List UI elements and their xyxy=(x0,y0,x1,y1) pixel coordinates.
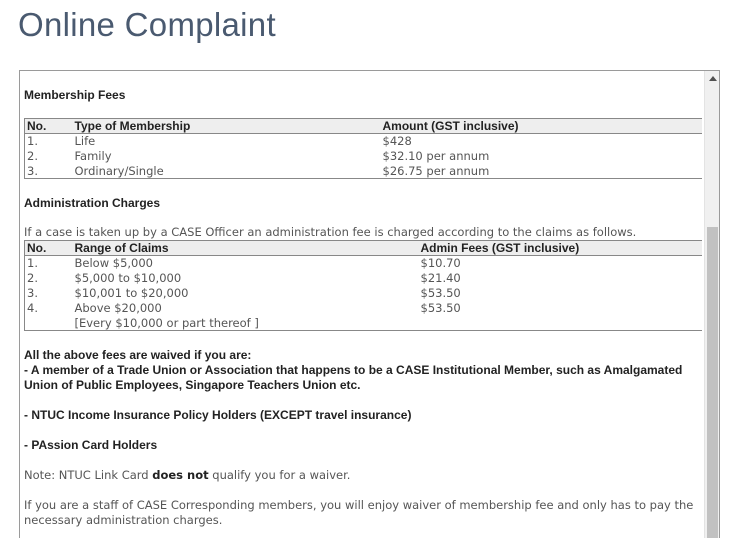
administration-charges-heading: Administration Charges xyxy=(24,196,161,210)
table-row xyxy=(25,301,703,316)
row-number: 1. xyxy=(25,256,73,271)
admin-fee: $53.50 xyxy=(420,300,461,315)
membership-amount: $428 xyxy=(382,134,412,148)
membership-type: Life xyxy=(74,134,96,148)
staff-waiver-note: If you are a staff of CASE Corresponding members, you will enjoy waiver of membership fee and only has to pay the necessary administration charges. xyxy=(24,498,694,527)
row-number: 2. xyxy=(25,271,73,286)
waiver-item-ntuc-income: - NTUC Income Insurance Policy Holders (EXCEPT travel insurance) xyxy=(24,408,412,422)
vertical-scrollbar[interactable] xyxy=(704,71,719,538)
table-row xyxy=(25,271,703,286)
column-header: Range of Claims xyxy=(73,241,419,256)
scroll-up-button[interactable] xyxy=(705,71,720,85)
note-emphasis: does not xyxy=(152,468,209,482)
column-header: No. xyxy=(25,241,73,256)
table-row xyxy=(25,286,703,301)
membership-fees-heading: Membership Fees xyxy=(24,88,126,102)
triangle-up-icon xyxy=(709,76,717,81)
admin-fee: $21.40 xyxy=(420,270,461,285)
column-header: No. xyxy=(25,119,73,134)
membership-type: Family xyxy=(74,148,112,163)
admin-fee xyxy=(419,316,703,331)
admin-fee: $53.50 xyxy=(420,285,461,300)
page-title: Online Complaint xyxy=(18,6,276,43)
note-suffix: qualify you for a waiver. xyxy=(208,468,351,482)
note-prefix: Note: NTUC Link Card xyxy=(24,468,153,482)
row-number: 2. xyxy=(25,149,73,164)
waiver-heading: All the above fees are waived if you are: xyxy=(24,348,252,362)
table-row xyxy=(25,256,703,271)
membership-type: Ordinary/Single xyxy=(73,164,381,179)
claim-range-note: [Every $10,000 or part thereof ] xyxy=(73,316,419,331)
row-number: 1. xyxy=(25,134,73,149)
waiver-item-trade-union: - A member of a Trade Union or Association that happens to be a CASE Institutional Member, such as Amalgamated Union of Public Employees, Singapore Teachers Union etc. xyxy=(24,363,683,392)
membership-amount: $32.10 per annum xyxy=(382,148,490,163)
row-number: 4. xyxy=(25,301,73,316)
membership-fees-table xyxy=(24,118,702,179)
claim-range: Below $5,000 xyxy=(74,256,153,270)
admin-fee: $10.70 xyxy=(420,256,461,270)
table-row xyxy=(25,149,703,164)
claim-range: Above $20,000 xyxy=(74,300,162,315)
column-header: Amount (GST inclusive) xyxy=(381,119,703,134)
claim-range: $10,001 to $20,000 xyxy=(74,285,189,300)
scroll-thumb[interactable] xyxy=(707,227,718,538)
row-number: 3. xyxy=(25,286,73,301)
column-header: Admin Fees (GST inclusive) xyxy=(419,241,703,256)
admin-intro-text: If a case is taken up by a CASE Officer an administration fee is charged according to the claims as follows. xyxy=(24,225,637,239)
membership-amount: $26.75 per annum xyxy=(381,164,703,179)
table-row xyxy=(25,164,703,179)
claim-range: $5,000 to $10,000 xyxy=(74,270,182,285)
table-row xyxy=(25,316,703,331)
table-header-row xyxy=(25,119,703,134)
table-row xyxy=(25,134,703,149)
admin-charges-table xyxy=(24,240,702,331)
row-number xyxy=(25,316,73,331)
waiver-item-passion-card: - PAssion Card Holders xyxy=(24,438,158,452)
row-number: 3. xyxy=(25,164,73,179)
link-card-note xyxy=(24,468,700,483)
column-header: Type of Membership xyxy=(73,119,381,134)
content-frame[interactable] xyxy=(19,70,720,538)
table-header-row xyxy=(25,241,703,256)
